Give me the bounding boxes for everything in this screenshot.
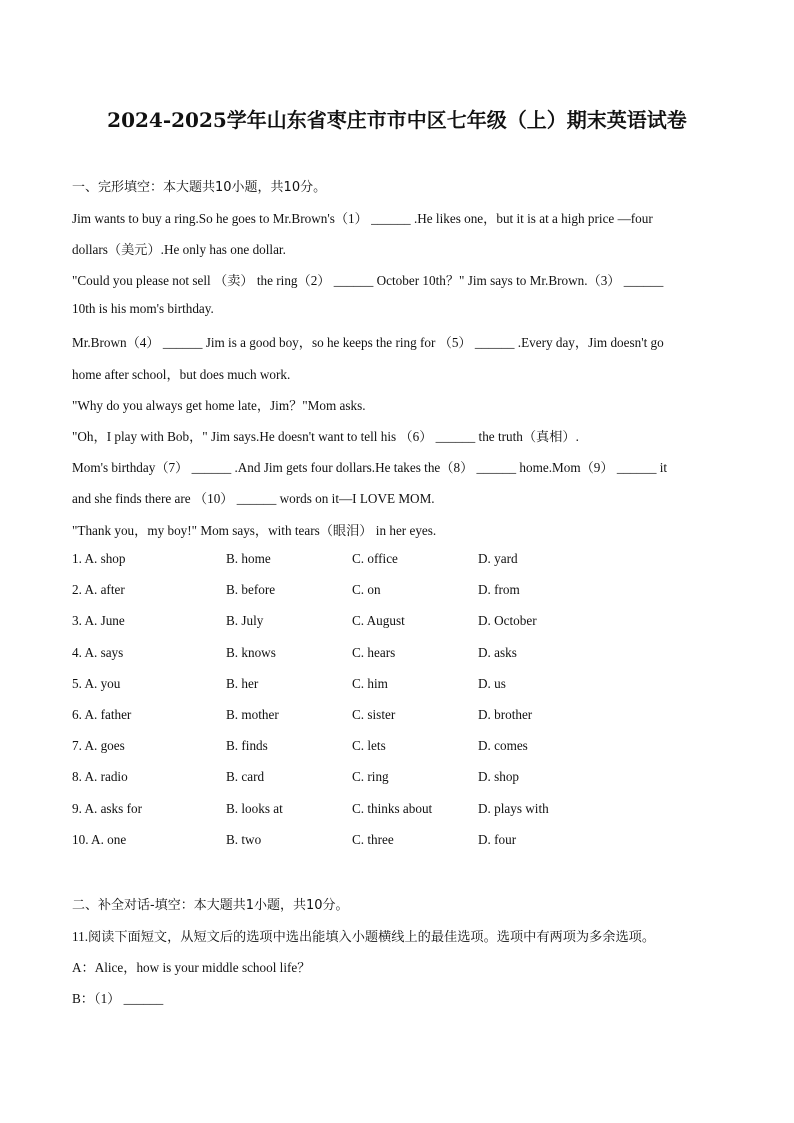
passage-line: "Could you please not sell （卖） the ring（2） ______ October 10th？" Jim says to Mr.Brown.（3） ______ <box>72 273 664 288</box>
option-8-b: B. card <box>226 769 265 784</box>
option-5-c: C. him <box>352 676 388 691</box>
passage-line: and she finds there are （10） ______ words on it—I LOVE MOM. <box>72 491 435 506</box>
option-5-a: 5. A. you <box>72 676 121 691</box>
option-5-d: D. us <box>478 676 506 691</box>
option-8-d: D. shop <box>478 769 520 784</box>
option-6-a: 6. A. father <box>72 707 132 722</box>
option-10-a: 10. A. one <box>72 832 127 847</box>
option-4-b: B. knows <box>226 645 276 660</box>
section-heading-dialogue: 二、补全对话-填空：本大题共1小题，共10分。 <box>72 898 349 913</box>
option-10-c: C. three <box>352 832 394 847</box>
option-6-c: C. sister <box>352 707 396 722</box>
option-2-c: C. on <box>352 582 381 597</box>
option-3-c: C. August <box>352 613 405 628</box>
dialogue-line: B：（1） ______ <box>72 991 164 1006</box>
option-8-c: C. ring <box>352 769 389 784</box>
passage-line: "Why do you always get home late，Jim？"Mom asks. <box>72 398 366 413</box>
option-2-d: D. from <box>478 582 520 597</box>
option-3-a: 3. A. June <box>72 613 125 628</box>
option-9-a: 9. A. asks for <box>72 801 142 816</box>
option-6-d: D. brother <box>478 707 533 722</box>
question-instruction: 11.阅读下面短文，从短文后的选项中选出能填入小题横线上的最佳选项。选项中有两项为多余选项。 <box>72 929 656 944</box>
option-9-c: C. thinks about <box>352 801 433 816</box>
passage-line: Jim wants to buy a ring.So he goes to Mr.Brown's（1） ______ .He likes one，but it is at a high price —four <box>72 211 653 226</box>
option-3-d: D. October <box>478 613 537 628</box>
option-1-a: 1. A. shop <box>72 551 126 566</box>
option-9-d: D. plays with <box>478 801 549 816</box>
option-7-d: D. comes <box>478 738 528 753</box>
passage-line: Mr.Brown（4） ______ Jim is a good boy，so he keeps the ring for （5） ______ .Every day，Jim doesn't go <box>72 335 664 350</box>
option-7-b: B. finds <box>226 738 268 753</box>
option-4-c: C. hears <box>352 645 396 660</box>
option-2-b: B. before <box>226 582 276 597</box>
option-7-a: 7. A. goes <box>72 738 125 753</box>
option-9-b: B. looks at <box>226 801 283 816</box>
option-1-d: D. yard <box>478 551 518 566</box>
option-5-b: B. her <box>226 676 259 691</box>
option-10-d: D. four <box>478 832 517 847</box>
section-heading-cloze: 一、完形填空：本大题共10小题，共10分。 <box>72 180 327 195</box>
dialogue-line: A：Alice，how is your middle school life？ <box>72 960 311 975</box>
passage-line: "Thank you，my boy!" Mom says，with tears（眼泪） in her eyes. <box>72 523 437 538</box>
option-6-b: B. mother <box>226 707 279 722</box>
passage-line: dollars（美元）.He only has one dollar. <box>72 242 286 257</box>
option-8-a: 8. A. radio <box>72 769 128 784</box>
passage-line: 10th is his mom's birthday. <box>72 301 214 316</box>
option-3-b: B. July <box>226 613 264 628</box>
option-7-c: C. lets <box>352 738 386 753</box>
passage-line: home after school，but does much work. <box>72 367 291 382</box>
option-4-d: D. asks <box>478 645 517 660</box>
page-title: 2024-2025学年山东省枣庄市市中区七年级（上）期末英语试卷 <box>107 108 687 132</box>
passage-line: Mom's birthday（7） ______ .And Jim gets four dollars.He takes the（8） ______ home.Mom（9） ______ it <box>72 460 668 475</box>
option-2-a: 2. A. after <box>72 582 125 597</box>
option-10-b: B. two <box>226 832 262 847</box>
passage-line: "Oh，I play with Bob，" Jim says.He doesn't want to tell his （6） ______ the truth（真相）. <box>72 429 579 444</box>
option-1-c: C. office <box>352 551 398 566</box>
option-4-a: 4. A. says <box>72 645 124 660</box>
option-1-b: B. home <box>226 551 271 566</box>
